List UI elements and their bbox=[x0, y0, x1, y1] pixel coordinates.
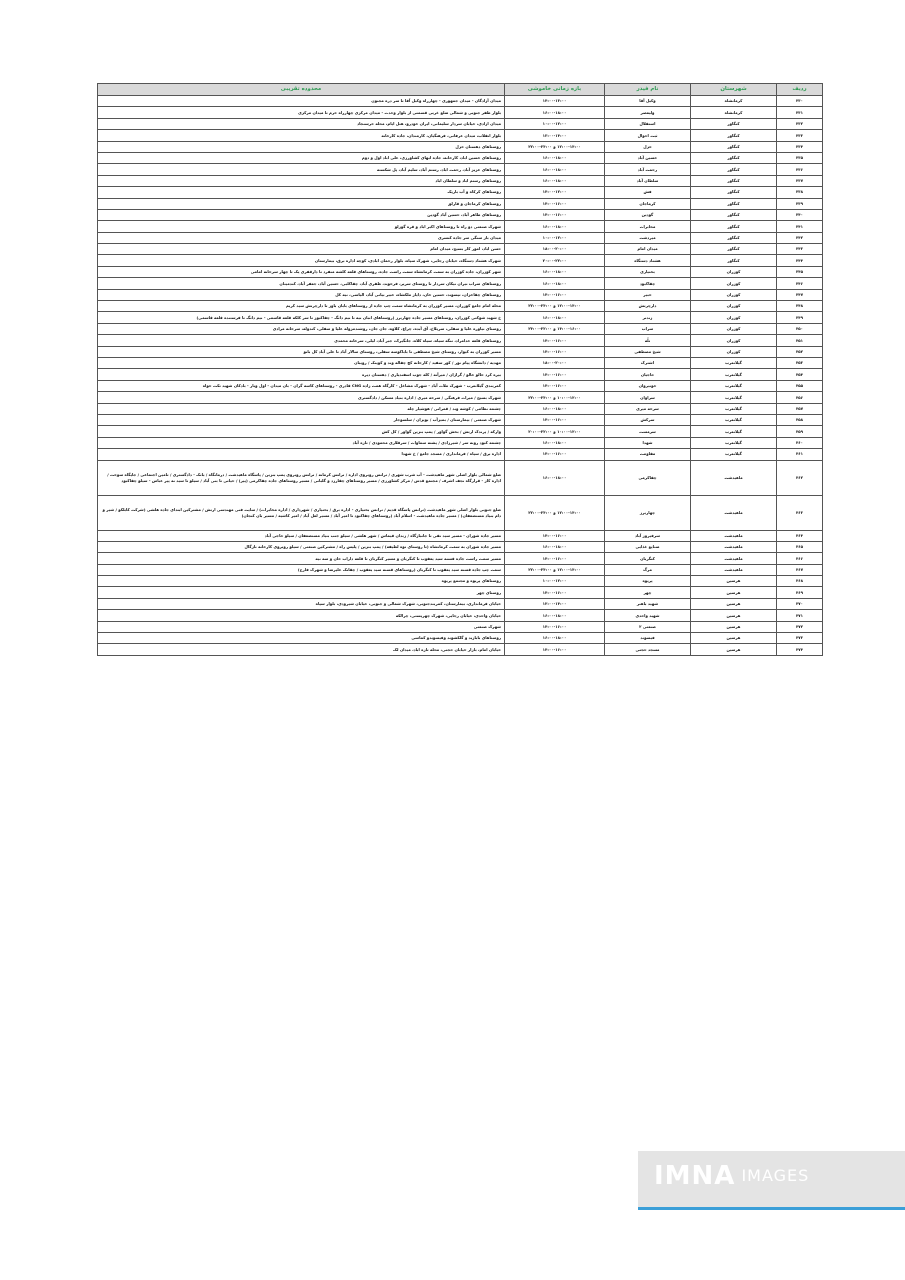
cell-row-number: ۴۴۸ bbox=[777, 301, 823, 312]
cell-city: گیلانغرب bbox=[691, 437, 777, 448]
cell-row-number: ۴۳۲ bbox=[777, 118, 823, 129]
cell-feeder: چهاربرز bbox=[605, 495, 691, 530]
cell-row-number: ۴۶۳ bbox=[777, 495, 823, 530]
cell-outage-time: ۱۴:۰۰-۱۶:۰۰ bbox=[505, 530, 605, 541]
cell-city: ماهیدشت bbox=[691, 460, 777, 495]
cell-feeder: خسین آباد bbox=[605, 152, 691, 163]
cell-row-number: ۴۵۶ bbox=[777, 392, 823, 403]
cell-feeder: دارچرتش bbox=[605, 301, 691, 312]
table-row bbox=[98, 96, 823, 107]
cell-row-number: ۴۳۴ bbox=[777, 141, 823, 152]
cell-feeder: شهید واحدی bbox=[605, 610, 691, 621]
cell-row-number: ۴۶۶ bbox=[777, 553, 823, 564]
cell-row-number: ۴۵۲ bbox=[777, 346, 823, 357]
cell-city: کنگاور bbox=[691, 221, 777, 232]
cell-city: هرسین bbox=[691, 621, 777, 632]
cell-area: اداره برق / سپاه / فرمانداری / مسجد جامع / خ شهدا bbox=[98, 449, 505, 460]
cell-area: ضلع جنوبی بلوار اصلی شهر ماهیدشت (ترانس پاسگاه قدیم / ترانس بختیاری - اداره برق / بختیاری / شهرداری / اداره مخابرات) / سایت فنی مهندسی ارتش / مشترکین ابتدای جاده هلشی (شرکت کابلکو / شیر و دام بنیاد مستضعفان) / مسیر جاده ماهیدشت - اسلام آباد (روستاهای چقاکبود تا امیر آباد / مسیر لعل آباد / امیر کاشیه / مسیر بان کنجان) bbox=[98, 495, 505, 530]
cell-city: هرسین bbox=[691, 576, 777, 587]
cell-city: کوزران bbox=[691, 266, 777, 277]
cell-area: خیابان امام، بازار خیابان حجتی، محله تازه اباد، میدان لک bbox=[98, 644, 505, 655]
table-row bbox=[98, 553, 823, 564]
table-row bbox=[98, 644, 823, 655]
cell-outage-time: ۱۲:۰۰-۱۴:۰۰ و ۲۴:۰۰-۲۲:۰۰ bbox=[505, 564, 605, 575]
table-row bbox=[98, 576, 823, 587]
cell-feeder: مقاومت bbox=[605, 449, 691, 460]
cell-feeder: ولیعصر bbox=[605, 107, 691, 118]
cell-outage-time: ۱۶:۰۰-۱۸:۰۰ bbox=[505, 278, 605, 289]
table-row bbox=[98, 541, 823, 552]
table-row bbox=[98, 380, 823, 391]
cell-feeder: سرخه میری bbox=[605, 403, 691, 414]
cell-outage-time: ۱۴:۰۰-۱۲:۰۰ bbox=[505, 187, 605, 198]
cell-row-number: ۴۶۴ bbox=[777, 530, 823, 541]
cell-area: شهرک صنعتی / بیمارستان / بمیزآب / بوبزان / سلسوجار bbox=[98, 414, 505, 425]
cell-outage-time: ۱۸:۰۰-۲۰:۰۰ bbox=[505, 357, 605, 368]
cell-row-number: ۴۴۵ bbox=[777, 266, 823, 277]
cell-outage-time: ۱۴:۰۰-۱۶:۰۰ bbox=[505, 346, 605, 357]
table-row bbox=[98, 312, 823, 323]
cell-area: شهرک صنعتی bbox=[98, 621, 505, 632]
cell-outage-time: ۱۶:۰۰-۱۸:۰۰ bbox=[505, 633, 605, 644]
cell-feeder: چهر bbox=[605, 587, 691, 598]
imna-logo bbox=[654, 1161, 809, 1191]
cell-row-number: ۴۴۰ bbox=[777, 209, 823, 220]
table-row bbox=[98, 610, 823, 621]
cell-city: گیلانغرب bbox=[691, 426, 777, 437]
cell-city: کوزران bbox=[691, 335, 777, 346]
cell-outage-time: ۱۴:۰۰-۱۶:۰۰ bbox=[505, 621, 605, 632]
cell-city: کنگاور bbox=[691, 187, 777, 198]
cell-outage-time: ۱۶:۰۰-۱۸:۰۰ bbox=[505, 403, 605, 414]
cell-area: کمربندی گیلانغرب - شهرک ملات آباد - شهرک مشاغل - کارگاه همت زاده CNG قادری - روستاهای کاسه گران - بان میدان - اول وبار - بادکان شهید تکت خواه bbox=[98, 380, 505, 391]
table-row bbox=[98, 301, 823, 312]
cell-feeder: سلطان آباد bbox=[605, 175, 691, 186]
cell-row-number: ۴۷۱ bbox=[777, 610, 823, 621]
cell-area: شهر کوزران، جاده کوزران به سمت کرمانشاه سمت راست جاده، روستاهای قلعه کلشه منفرد تا دارقفری یک تا چهار سرخانه امامی bbox=[98, 266, 505, 277]
cell-outage-time: ۱۶:۰۰-۱۸:۰۰ bbox=[505, 266, 605, 277]
table-row bbox=[98, 175, 823, 186]
cell-area: وارکه / پرندک ارتش / بخش گواور / پمپ بنزین گواور / کل کش bbox=[98, 426, 505, 437]
logo-accent-strip bbox=[638, 1207, 905, 1210]
table-row bbox=[98, 403, 823, 414]
cell-area: حسن اباد، امور کار بسیج، میدان امام bbox=[98, 244, 505, 255]
cell-feeder: هشتاد دستگاه bbox=[605, 255, 691, 266]
cell-outage-time: ۱۳:۰۰-۱۴:۰۰ bbox=[505, 130, 605, 141]
cell-row-number: ۴۴۶ bbox=[777, 278, 823, 289]
cell-feeder: میردشت bbox=[605, 232, 691, 243]
cell-city: کوزران bbox=[691, 301, 777, 312]
cell-feeder: فیسوند bbox=[605, 633, 691, 644]
cell-city: هرسین bbox=[691, 598, 777, 609]
cell-outage-time: ۱۴:۰۰-۱۶:۰۰ bbox=[505, 289, 605, 300]
cell-feeder: چقاکرمی bbox=[605, 460, 691, 495]
header-outage-time: بازه زمانی خاموشی bbox=[505, 84, 605, 96]
cell-city: کنگاور bbox=[691, 130, 777, 141]
cell-feeder: شهید باهنر bbox=[605, 598, 691, 609]
cell-outage-time: ۱۰:۰۰-۱۲:۰۰ bbox=[505, 232, 605, 243]
table-row bbox=[98, 530, 823, 541]
cell-area: خ شهید شوکتی کوزران، روستاهای مسیر جاده چهاربرز (روستاهای انبان نیه تا نیم دانگ - چقاکبوز تا سر کلکه قلعه قاسمی - نیم دانگ تا فرستنده قلعه قاسمی) bbox=[98, 312, 505, 323]
cell-outage-time: ۱۶:۰۰-۱۸:۰۰ bbox=[505, 221, 605, 232]
cell-city: کنگاور bbox=[691, 244, 777, 255]
table-row bbox=[98, 426, 823, 437]
cell-area: مسیر کوزران به کیوار، روستای شیخ مصطفی تا باباکوسه سفلی، روستای سالار آباد تا علی آباد کل بانو bbox=[98, 346, 505, 357]
cell-row-number: ۴۳۸ bbox=[777, 187, 823, 198]
table-row bbox=[98, 255, 823, 266]
table-row bbox=[98, 164, 823, 175]
cell-city: کنگاور bbox=[691, 255, 777, 266]
cell-feeder: رحمت آباد bbox=[605, 164, 691, 175]
logo-brand: IMNA bbox=[654, 1161, 736, 1191]
cell-outage-time: ۲۰:۰۰-۲۲:۰۰ bbox=[505, 255, 605, 266]
cell-feeder: کرماجان bbox=[605, 198, 691, 209]
cell-area: ضلع شمالی بلوار اصلی شهر ماهیدشت - آب شرب شهری / ترانس روبروی اداره / ترانس کرمانه / ترانس روبروی پمپ بنزین / پاسگاه ماهیدشت / درمانگاه / بانک - دادگستری / تامین اجتماعی / جایگاه سوخت / اداره کاز - قرارگاه نجف اشرف / مجتمع قدس / مرکز کشاورزی / مسیر روستاهای چقارزد و گلبانی / مسیر روستاهای جاده چقاکرمی (پیر) / حیاتی تا بنی آباد / سیلو تا سید نه پیر عباس - سیلو چقاکبود bbox=[98, 460, 505, 495]
cell-city: کرمانشاه bbox=[691, 107, 777, 118]
cell-area: مسیر سمت راست جاده قسنه سید یعقوب تا کنگربان و مسیر کنگربان تا قلعه داراب خان و سه نیه bbox=[98, 553, 505, 564]
cell-area: روستای نیاوره علیا و سفلی، سرپلاخ، آق آبده، چراغ، کلاوه، جان جان، روشندمزوله علیا و سفلی، کندوله، سرخانه مرادی bbox=[98, 323, 505, 334]
cell-city: ماهیدشت bbox=[691, 495, 777, 530]
cell-outage-time: ۱۶:۰۰-۱۸:۰۰ bbox=[505, 175, 605, 186]
cell-feeder: وکیل آقا bbox=[605, 96, 691, 107]
cell-feeder: خزل bbox=[605, 141, 691, 152]
table-row bbox=[98, 107, 823, 118]
cell-row-number: ۴۶۱ bbox=[777, 449, 823, 460]
table-row bbox=[98, 449, 823, 460]
cell-outage-time: ۱۴:۰۰-۱۶:۰۰ bbox=[505, 209, 605, 220]
cell-area: روستاهای قلعه خدامراد، تنگه سیاه، سیاه کلاه، جانگیرک، جبر آباد، لیلی، سرخانه محمدی bbox=[98, 335, 505, 346]
cell-area: چشمه نظامی / کوشه وند / قمرانی / هوشیار چله bbox=[98, 403, 505, 414]
cell-area: شهرک هشتاد دستگاه، خیابان رجایی، شهرک سپاه، بلوار رحمان ابادی، کوچه اداره برق، بیمارستان bbox=[98, 255, 505, 266]
table-row bbox=[98, 278, 823, 289]
table-row bbox=[98, 587, 823, 598]
logo-sub: IMAGES bbox=[741, 1166, 810, 1185]
table-row bbox=[98, 289, 823, 300]
cell-city: هرسین bbox=[691, 633, 777, 644]
cell-feeder: استقلال bbox=[605, 118, 691, 129]
cell-area: روستاهای بابازید و گلکشوند وفیسوندو کماسی bbox=[98, 633, 505, 644]
cell-feeder: کنگربان bbox=[605, 553, 691, 564]
cell-area: بلوار انقلاب، میدان عرفانی، فرهنگیان، کارمندان، جاده کارخانه bbox=[98, 130, 505, 141]
cell-row-number: ۴۴۴ bbox=[777, 255, 823, 266]
cell-area: شهرک صنعتی دو راه تا روستاهای اکبر اباد و قره گوزلو bbox=[98, 221, 505, 232]
cell-row-number: ۴۵۱ bbox=[777, 335, 823, 346]
cell-feeder: سرمست bbox=[605, 426, 691, 437]
cell-outage-time: ۱۸:۰۰-۲۰:۰۰ bbox=[505, 244, 605, 255]
cell-area: مسیر جاده شوران - مسیر سید نقی تا جانبازگاه / زندان قیماس / شهر هلشی / سیلو جنب بنیاد مستضعفان / سیلو حاجی آباد bbox=[98, 530, 505, 541]
cell-outage-time: ۱۲:۰۰-۱۴:۰۰ bbox=[505, 598, 605, 609]
table-row bbox=[98, 244, 823, 255]
cell-outage-time: ۱۴:۰۰-۱۶:۰۰ bbox=[505, 553, 605, 564]
cell-outage-time: ۱۶:۰۰-۱۸:۰۰ bbox=[505, 610, 605, 621]
cell-feeder: اشترک bbox=[605, 357, 691, 368]
table-row bbox=[98, 266, 823, 277]
cell-feeder: شیخ مصطفی bbox=[605, 346, 691, 357]
cell-feeder: خونیروان bbox=[605, 380, 691, 391]
header-area: محدوده تقریبی bbox=[98, 84, 505, 96]
table-row bbox=[98, 209, 823, 220]
cell-outage-time: ۱۴:۰۰-۱۶:۰۰ bbox=[505, 449, 605, 460]
cell-city: گیلانغرب bbox=[691, 449, 777, 460]
cell-city: ماهیدشت bbox=[691, 564, 777, 575]
cell-city: هرسین bbox=[691, 610, 777, 621]
table-row bbox=[98, 414, 823, 425]
table-row bbox=[98, 495, 823, 530]
cell-row-number: ۴۵۹ bbox=[777, 426, 823, 437]
cell-area: روستاهای طاهر آباد، حسین آباد گودین bbox=[98, 209, 505, 220]
cell-city: گیلانغرب bbox=[691, 414, 777, 425]
cell-outage-time: ۱۴:۰۰-۱۶:۰۰ bbox=[505, 380, 605, 391]
cell-outage-time: ۱۶:۰۰-۱۸:۰۰ bbox=[505, 164, 605, 175]
cell-row-number: ۴۶۲ bbox=[777, 460, 823, 495]
cell-city: کنگاور bbox=[691, 152, 777, 163]
outage-table bbox=[97, 83, 823, 656]
table-row bbox=[98, 369, 823, 380]
table-row bbox=[98, 152, 823, 163]
cell-city: کنگاور bbox=[691, 209, 777, 220]
cell-outage-time: ۱۲:۰۰-۱۴:۰۰ و ۲۴:۰۰-۲۲:۰۰ bbox=[505, 495, 605, 530]
cell-outage-time: ۱۴:۰۰-۱۶:۰۰ bbox=[505, 369, 605, 380]
cell-area: خیابان فرمانداری، بیمارستان، کمربندجنوبی، شهرک شمالی و جنوبی، خیابان شیرودی، بلوار سپاه bbox=[98, 598, 505, 609]
cell-area: چشمه کبود رونه سر / شیرزادی / پشته سماوات / سرقلاری محمودی / تازه آباد bbox=[98, 437, 505, 448]
cell-row-number: ۴۴۳ bbox=[777, 244, 823, 255]
cell-feeder: ثبت احوال bbox=[605, 130, 691, 141]
cell-area: روستای چهر bbox=[98, 587, 505, 598]
cell-feeder: حاجیان bbox=[605, 369, 691, 380]
cell-outage-time: ۱۶:۰۰-۱۸:۰۰ bbox=[505, 312, 605, 323]
cell-row-number: ۴۵۰ bbox=[777, 323, 823, 334]
cell-outage-time: ۱۲:۰۰-۱۴:۰۰ و ۲۴:۰۰-۲۲:۰۰ bbox=[505, 301, 605, 312]
cell-city: کنگاور bbox=[691, 232, 777, 243]
cell-row-number: ۴۳۶ bbox=[777, 164, 823, 175]
cell-row-number: ۴۶۹ bbox=[777, 587, 823, 598]
cell-row-number: ۴۵۵ bbox=[777, 380, 823, 391]
cell-outage-time: ۱۶:۰۰-۱۸:۰۰ bbox=[505, 437, 605, 448]
cell-feeder: شهدا bbox=[605, 437, 691, 448]
cell-city: کرمانشاه bbox=[691, 96, 777, 107]
table-row bbox=[98, 437, 823, 448]
cell-feeder: مسجد حجتی bbox=[605, 644, 691, 655]
cell-row-number: ۴۴۱ bbox=[777, 221, 823, 232]
cell-area: میدان باز سنگی سر جاده کنسری bbox=[98, 232, 505, 243]
cell-outage-time: ۱۴:۰۰-۱۶:۰۰ bbox=[505, 587, 605, 598]
cell-feeder: صنعتی ۲ bbox=[605, 621, 691, 632]
table-row bbox=[98, 323, 823, 334]
outage-table-sheet bbox=[97, 83, 822, 656]
cell-area: روستاهای چقاخزان، تپسوند، حسین خان، دایاز ملکشاه، خبیر بیانی آباد، الیاسی، نیه کل bbox=[98, 289, 505, 300]
cell-row-number: ۴۳۷ bbox=[777, 175, 823, 186]
table-row bbox=[98, 346, 823, 357]
cell-row-number: ۴۳۱ bbox=[777, 107, 823, 118]
header-feeder: نام فیدر bbox=[605, 84, 691, 96]
table-row bbox=[98, 460, 823, 495]
table-row bbox=[98, 141, 823, 152]
cell-row-number: ۴۵۸ bbox=[777, 414, 823, 425]
table-row bbox=[98, 335, 823, 346]
cell-feeder: سرفیروز آباد bbox=[605, 530, 691, 541]
cell-city: گیلانغرب bbox=[691, 369, 777, 380]
cell-city: کنگاور bbox=[691, 118, 777, 129]
cell-row-number: ۴۷۲ bbox=[777, 621, 823, 632]
table-row bbox=[98, 633, 823, 644]
table-row bbox=[98, 198, 823, 209]
cell-outage-time: ۱۶:۰۰-۱۸:۰۰ bbox=[505, 541, 605, 552]
table-row bbox=[98, 118, 823, 129]
table-row bbox=[98, 221, 823, 232]
cell-city: گیلانغرب bbox=[691, 380, 777, 391]
cell-city: کوزران bbox=[691, 289, 777, 300]
cell-row-number: ۴۴۹ bbox=[777, 312, 823, 323]
table-row bbox=[98, 564, 823, 575]
cell-city: ماهیدشت bbox=[691, 541, 777, 552]
cell-row-number: ۴۶۰ bbox=[777, 437, 823, 448]
cell-city: کوزران bbox=[691, 312, 777, 323]
cell-area: روستاهای رستم اباد و سلطان اباد bbox=[98, 175, 505, 186]
cell-city: کنگاور bbox=[691, 164, 777, 175]
cell-feeder: پریوه bbox=[605, 576, 691, 587]
cell-outage-time: ۱۴:۰۰-۱۶:۰۰ bbox=[505, 414, 605, 425]
cell-outage-time: ۱۲:۰۰-۱۴:۰۰ و ۲۴:۰۰-۲۲:۰۰ bbox=[505, 141, 605, 152]
cell-city: کوزران bbox=[691, 346, 777, 357]
cell-city: ماهیدشت bbox=[691, 553, 777, 564]
cell-row-number: ۴۴۲ bbox=[777, 232, 823, 243]
cell-area: میدان ازادی، خیابان سردار سلیمانی، ایران خودرو، هتل ایام، محله خرسنجاد bbox=[98, 118, 505, 129]
cell-feeder: میدان امام bbox=[605, 244, 691, 255]
cell-row-number: ۴۳۳ bbox=[777, 130, 823, 141]
cell-row-number: ۴۶۷ bbox=[777, 564, 823, 575]
table-row bbox=[98, 187, 823, 198]
cell-outage-time: ۱۴:۰۰-۱۳:۰۰ bbox=[505, 96, 605, 107]
cell-city: هرسین bbox=[691, 587, 777, 598]
cell-city: کنگاور bbox=[691, 141, 777, 152]
cell-row-number: ۴۷۳ bbox=[777, 633, 823, 644]
cell-area: میدان آزادگان - میدان جمهوری - چهارراه وکیل آقا تا سر دره مجنون bbox=[98, 96, 505, 107]
cell-outage-time: ۱۰:۰۰-۱۲:۰۰ bbox=[505, 118, 605, 129]
cell-city: هرسین bbox=[691, 644, 777, 655]
cell-feeder: سراوان bbox=[605, 392, 691, 403]
cell-row-number: ۴۷۰ bbox=[777, 598, 823, 609]
cell-outage-time: ۱۰:۰۰-۱۲:۰۰ bbox=[505, 576, 605, 587]
cell-outage-time: ۱۶:۰۰-۱۸:۰۰ bbox=[505, 460, 605, 495]
cell-feeder: مخابرات bbox=[605, 221, 691, 232]
cell-city: کوزران bbox=[691, 278, 777, 289]
cell-row-number: ۴۴۷ bbox=[777, 289, 823, 300]
cell-area: شهرک بسیج / میراث فرهنگی / سرخه میری / اداره بنیاد مسکن / دادگستری bbox=[98, 392, 505, 403]
cell-row-number: ۴۷۴ bbox=[777, 644, 823, 655]
cell-feeder: سرکش bbox=[605, 414, 691, 425]
cell-area: روستاهای عزیز آباد، رحمت اباد، رستم آباد، سلیم آباد، پل شکسته bbox=[98, 164, 505, 175]
table-row bbox=[98, 598, 823, 609]
cell-city: کنگاور bbox=[691, 175, 777, 186]
cell-outage-time: ۱۰:۰۰-۱۲:۰۰ و ۲۴:۰۰-۲۲:۰۰ bbox=[505, 392, 605, 403]
cell-city: ماهیدشت bbox=[691, 530, 777, 541]
table-row bbox=[98, 357, 823, 368]
cell-outage-time: ۱۴:۰۰-۱۶:۰۰ و ۲۲:۰۰-۲۴:۰۰ bbox=[505, 323, 605, 334]
cell-area: مهدیه / دانشگاه پیام نور / کور سفید / کارخانه کچ چقاله وند و کوینک / رویبان bbox=[98, 357, 505, 368]
cell-outage-time: ۱۴:۰۰-۱۶:۰۰ bbox=[505, 335, 605, 346]
cell-area: بلوار ظفر جنوبی و شمالی ضلع غربی قسمتی از بلوار وحدت - میدان مرکزی چهارراه خرم تا میدان مرکزی bbox=[98, 107, 505, 118]
cell-feeder: مرگ bbox=[605, 564, 691, 575]
table-header-row bbox=[98, 84, 823, 96]
table-body bbox=[98, 96, 823, 656]
cell-area: روستاهای سراب نیران نیکان سردار تا روستای سریر، فرخوند، ظفری آباد، چقاکلبی، حسین آباد، جعفر آباد، کندمینان bbox=[98, 278, 505, 289]
cell-outage-time: ۱۴:۰۰-۱۶:۰۰ bbox=[505, 198, 605, 209]
cell-area: محله امام جامع کوزران، مسیر کوزران به کرمانشاه سمت چپ جاده از روستاهای بابان باوز تا دارچرتش سید کریم bbox=[98, 301, 505, 312]
cell-area: سمت چپ جاده قسنه سید یعقوب تا کنگربان (روستاهای قسنه سید یعقوب / چقانک علیرضا و شهرک فارج) bbox=[98, 564, 505, 575]
cell-area: روستاهای کرماجان و قارلق bbox=[98, 198, 505, 209]
cell-city: گیلانغرب bbox=[691, 403, 777, 414]
header-row-number: ردیف bbox=[777, 84, 823, 96]
cell-area: روستاهای دهستان خزل bbox=[98, 141, 505, 152]
cell-area: روستاهای کرکاه و آب باریک bbox=[98, 187, 505, 198]
cell-feeder: چقاکبود bbox=[605, 278, 691, 289]
cell-outage-time: ۱۴:۰۰-۱۶:۰۰ bbox=[505, 644, 605, 655]
cell-outage-time: ۱۶:۰۰-۱۸:۰۰ bbox=[505, 107, 605, 118]
cell-feeder: تلّه bbox=[605, 335, 691, 346]
cell-feeder: صنایع غذایی bbox=[605, 541, 691, 552]
cell-row-number: ۴۳۹ bbox=[777, 198, 823, 209]
cell-outage-time: ۱۶:۰۰-۱۸:۰۰ bbox=[505, 152, 605, 163]
cell-area: خیابان واحدی، خیابان رجایی، شهرک چهرپستی، چرالکه bbox=[98, 610, 505, 621]
cell-row-number: ۴۳۰ bbox=[777, 96, 823, 107]
cell-row-number: ۴۵۴ bbox=[777, 369, 823, 380]
cell-area: روستاهای پریوه و مجتمع پریوه bbox=[98, 576, 505, 587]
cell-feeder: زندنر bbox=[605, 312, 691, 323]
table-row bbox=[98, 130, 823, 141]
cell-row-number: ۴۶۸ bbox=[777, 576, 823, 587]
cell-row-number: ۴۳۵ bbox=[777, 152, 823, 163]
cell-row-number: ۴۶۵ bbox=[777, 541, 823, 552]
cell-feeder: فش bbox=[605, 187, 691, 198]
cell-feeder: خبیر bbox=[605, 289, 691, 300]
cell-city: گیلانغرب bbox=[691, 357, 777, 368]
cell-feeder: گودین bbox=[605, 209, 691, 220]
table-row bbox=[98, 392, 823, 403]
cell-city: کنگاور bbox=[691, 198, 777, 209]
table-row bbox=[98, 232, 823, 243]
cell-area: بیره کرد خالو خالو / گراژان / میرآنه / کله جوب اسفندیاری / دهستان دیره bbox=[98, 369, 505, 380]
table-row bbox=[98, 621, 823, 632]
cell-area: مسیر جاده شوران به سمت کرمانشاه (تا روستای توه لطیفه) / پمپ بنزین / پلیس راه / مشترکین صنعتی / سیلو روبروی کارخانه نازگال bbox=[98, 541, 505, 552]
cell-feeder: بختیاری bbox=[605, 266, 691, 277]
cell-row-number: ۴۵۳ bbox=[777, 357, 823, 368]
cell-city: گیلانغرب bbox=[691, 392, 777, 403]
header-city: شهرستان bbox=[691, 84, 777, 96]
cell-area: روستاهای خسین اباد، کارخانه، جاده ابهای کشاورزی، علی اباد اول و دوم bbox=[98, 152, 505, 163]
cell-feeder: سراب bbox=[605, 323, 691, 334]
cell-outage-time: ۱۰:۰۰-۱۲:۰۰ و ۲۲:۰۰-۲۰:۰۰ bbox=[505, 426, 605, 437]
cell-city: کوزران bbox=[691, 323, 777, 334]
cell-row-number: ۴۵۷ bbox=[777, 403, 823, 414]
